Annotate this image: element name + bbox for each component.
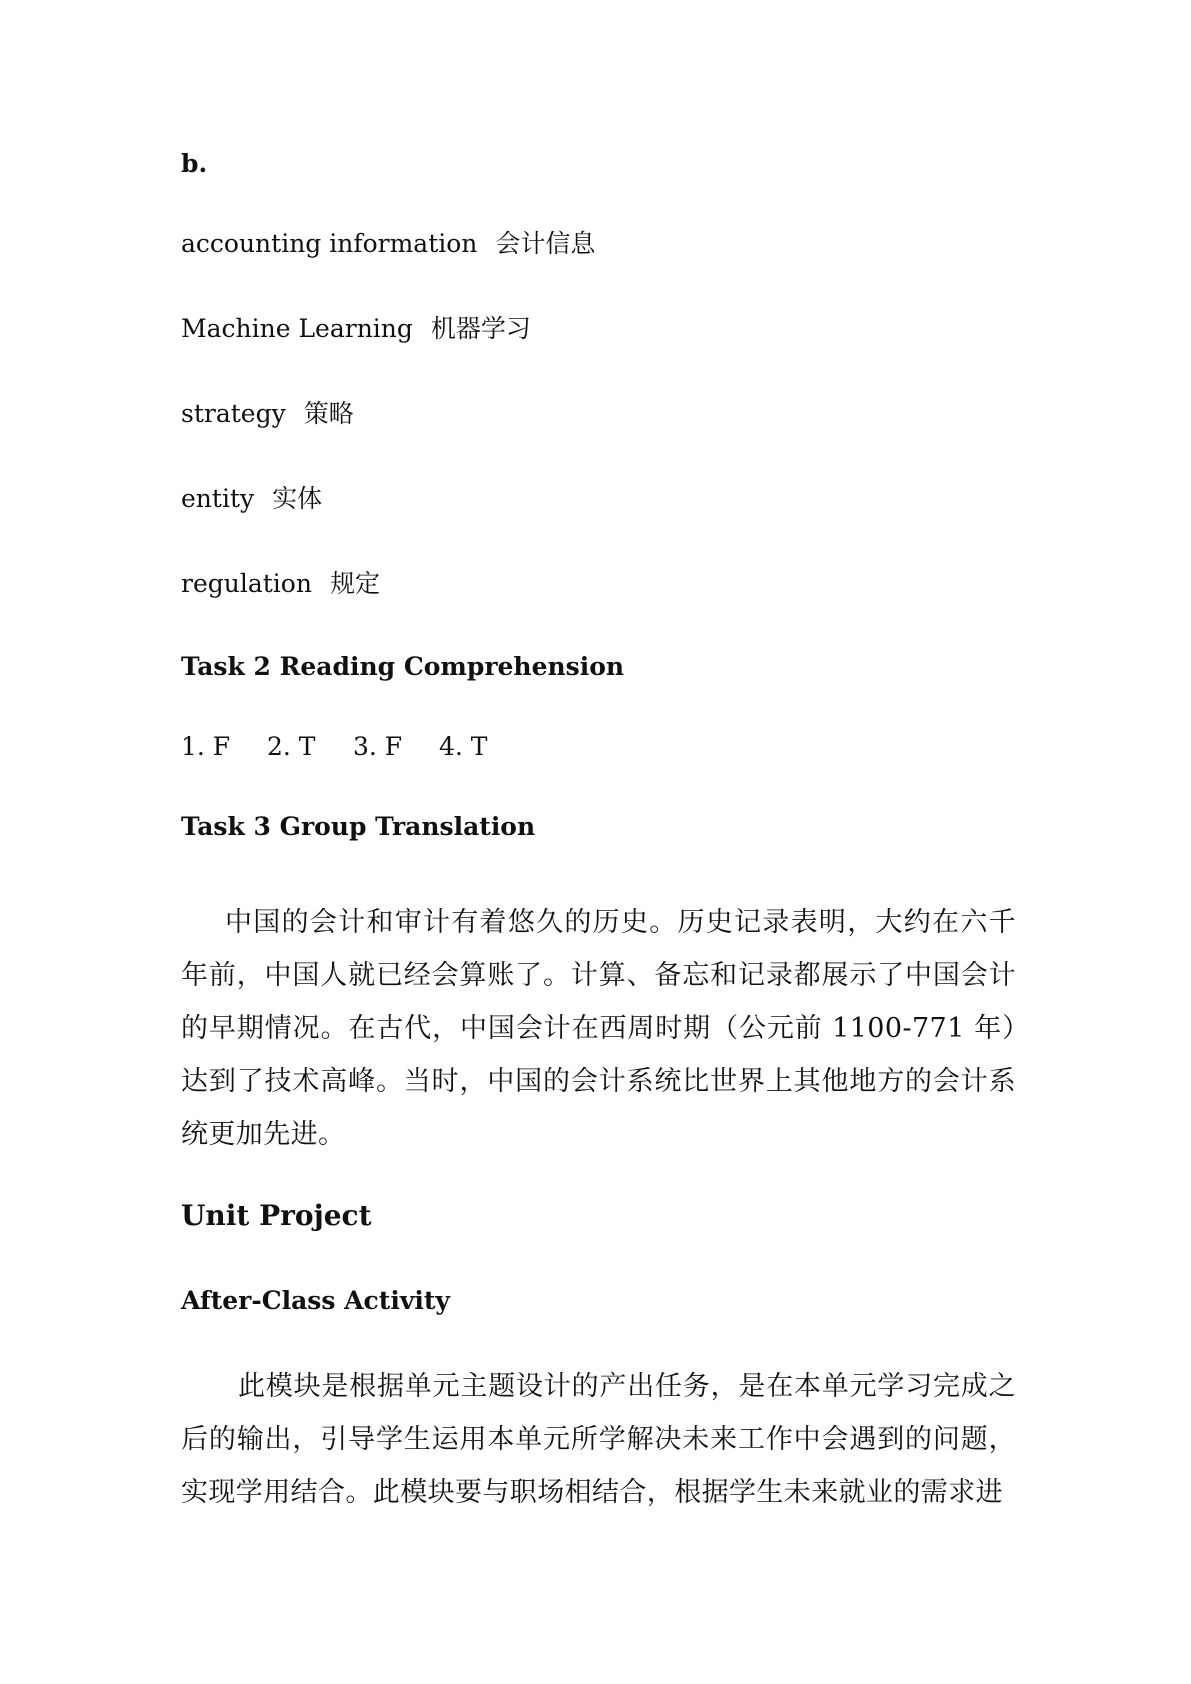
vocab-english: strategy — [181, 399, 286, 428]
after-class-text: 此模块是根据单元主题设计的产出任务，是在本单元学习完成之后的输出，引导学生运用本单元所学解决未来工作中会遇到的问题，实现学用结合。此模块要与职场相结合，根据学生未来就业的需求进 — [181, 1371, 1016, 1508]
vocab-item — [181, 313, 531, 345]
vocab-english: regulation — [181, 569, 312, 598]
vocab-english: Machine Learning — [181, 314, 413, 343]
unit-project-heading: Unit Project — [181, 1199, 372, 1232]
after-class-heading: After-Class Activity — [181, 1286, 450, 1315]
answer-list — [181, 731, 525, 763]
translation-text: 中国的会计和审计有着悠久的历史。历史记录表明，大约在六千年前，中国人就已经会算账了。计算、备忘和记录都展示了中国会计的早期情况。在古代，中国会计在西周时期（公元前 1100-771 年）达到了技术高峰。当时，中国的会计系统比世界上其他地方的会计系统更加先进。 — [181, 907, 1016, 1150]
vocab-chinese: 会计信息 — [495, 229, 596, 258]
vocab-item — [181, 568, 380, 600]
after-class-paragraph — [181, 1360, 1016, 1519]
vocab-item — [181, 483, 322, 515]
vocab-item — [181, 398, 354, 430]
vocab-english: accounting information — [181, 229, 478, 258]
translation-paragraph — [181, 896, 1016, 1161]
task3-heading: Task 3 Group Translation — [181, 812, 536, 841]
section-b-label: b. — [181, 149, 208, 178]
vocab-english: entity — [181, 484, 255, 513]
task2-heading: Task 2 Reading Comprehension — [181, 652, 625, 681]
vocab-chinese: 实体 — [272, 484, 323, 513]
answer-item: 3. F — [353, 732, 403, 761]
answer-item: 1. F — [181, 732, 231, 761]
vocab-chinese: 机器学习 — [430, 314, 531, 343]
vocab-item — [181, 228, 595, 260]
answer-item: 2. T — [267, 732, 316, 761]
vocab-chinese: 策略 — [303, 399, 354, 428]
vocab-chinese: 规定 — [329, 569, 380, 598]
answer-item: 4. T — [439, 732, 488, 761]
